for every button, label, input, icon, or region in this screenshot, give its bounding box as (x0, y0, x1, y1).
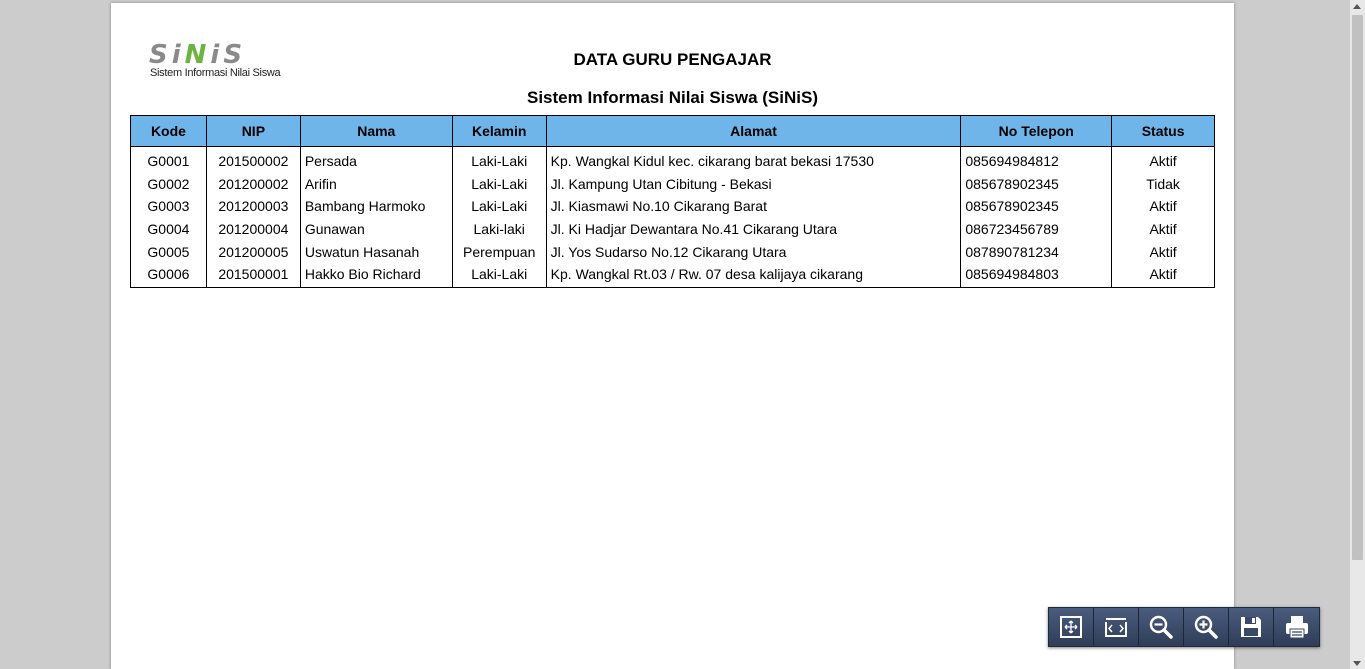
cell-kelamin: Laki-Laki (452, 173, 546, 196)
col-header-kode: Kode (131, 116, 207, 147)
cell-status: Aktif (1112, 263, 1215, 287)
cell-status: Aktif (1112, 195, 1215, 218)
cell-alamat: Jl. Yos Sudarso No.12 Cikarang Utara (546, 240, 961, 263)
cell-no-telepon: 085678902345 (961, 173, 1112, 196)
cell-kode: G0006 (131, 263, 207, 287)
print-icon (1284, 614, 1310, 640)
report-subtitle: Sistem Informasi Nilai Siswa (SiNiS) (527, 88, 818, 107)
cell-nip: 201500002 (206, 147, 300, 173)
fit-page-button[interactable] (1049, 608, 1094, 646)
cell-alamat: Jl. Ki Hadjar Dewantara No.41 Cikarang Utara (546, 218, 961, 241)
viewer-toolbar (1048, 607, 1320, 647)
col-header-status: Status (1112, 116, 1215, 147)
cell-kode: G0002 (131, 173, 207, 196)
cell-kelamin: Laki-Laki (452, 263, 546, 287)
cell-kelamin: Laki-Laki (452, 195, 546, 218)
cell-status: Aktif (1112, 147, 1215, 173)
cell-nip: 201200005 (206, 240, 300, 263)
table-row (131, 240, 1215, 263)
col-header-alamat: Alamat (546, 116, 961, 147)
cell-alamat: Jl. Kiasmawi No.10 Cikarang Barat (546, 195, 961, 218)
cell-no-telepon: 087890781234 (961, 240, 1112, 263)
col-header-nip: NIP (206, 116, 300, 147)
report-page (111, 3, 1234, 669)
table-row (131, 263, 1215, 287)
scroll-thumb[interactable] (1352, 15, 1363, 560)
cell-kode: G0004 (131, 218, 207, 241)
logo-letters-si: Si (149, 40, 185, 70)
col-header-nama: Nama (300, 116, 452, 147)
scroll-down-arrow-icon[interactable] (1353, 661, 1361, 666)
table-row (131, 218, 1215, 241)
save-icon (1238, 614, 1264, 640)
cell-nama: Gunawan (300, 218, 452, 241)
table-row (131, 173, 1215, 196)
zoom-out-button[interactable] (1139, 608, 1184, 646)
cell-no-telepon: 085694984803 (961, 263, 1112, 287)
cell-kelamin: Laki-Laki (452, 147, 546, 173)
zoom-in-icon (1193, 614, 1219, 640)
cell-kode: G0001 (131, 147, 207, 173)
cell-status: Aktif (1112, 218, 1215, 241)
logo-letter-n: N (184, 40, 211, 70)
table-header-row (131, 116, 1215, 147)
cell-nip: 201200002 (206, 173, 300, 196)
cell-status: Aktif (1112, 240, 1215, 263)
fit-width-icon (1103, 614, 1129, 640)
cell-nama: Bambang Harmoko (300, 195, 452, 218)
col-header-kelamin: Kelamin (452, 116, 546, 147)
fit-page-icon (1058, 614, 1084, 640)
cell-nama: Arifin (300, 173, 452, 196)
report-title: DATA GURU PENGAJAR (573, 50, 772, 69)
zoom-in-button[interactable] (1184, 608, 1229, 646)
scroll-up-arrow-icon[interactable] (1353, 4, 1361, 9)
table-row (131, 147, 1215, 173)
cell-no-telepon: 085694984812 (961, 147, 1112, 173)
cell-alamat: Kp. Wangkal Rt.03 / Rw. 07 desa kalijaya cikarang (546, 263, 961, 287)
cell-no-telepon: 085678902345 (961, 195, 1112, 218)
logo-letters-is: iS (210, 40, 247, 70)
print-button[interactable] (1274, 608, 1319, 646)
cell-no-telepon: 086723456789 (961, 218, 1112, 241)
cell-nama: Persada (300, 147, 452, 173)
cell-nip: 201200003 (206, 195, 300, 218)
zoom-out-icon (1148, 614, 1174, 640)
cell-kelamin: Laki-laki (452, 218, 546, 241)
cell-alamat: Jl. Kampung Utan Cibitung - Bekasi (546, 173, 961, 196)
cell-kelamin: Perempuan (452, 240, 546, 263)
cell-kode: G0005 (131, 240, 207, 263)
cell-alamat: Kp. Wangkal Kidul kec. cikarang barat bekasi 17530 (546, 147, 961, 173)
table-row (131, 195, 1215, 218)
vertical-scrollbar[interactable] (1350, 0, 1365, 669)
cell-nama: Uswatun Hasanah (300, 240, 452, 263)
teacher-table (130, 115, 1215, 288)
cell-nip: 201200004 (206, 218, 300, 241)
cell-nip: 201500001 (206, 263, 300, 287)
col-header-no-telepon: No Telepon (961, 116, 1112, 147)
cell-nama: Hakko Bio Richard (300, 263, 452, 287)
fit-width-button[interactable] (1094, 608, 1139, 646)
save-button[interactable] (1229, 608, 1274, 646)
logo-tagline: Sistem Informasi Nilai Siswa (150, 67, 281, 79)
cell-status: Tidak (1112, 173, 1215, 196)
cell-kode: G0003 (131, 195, 207, 218)
